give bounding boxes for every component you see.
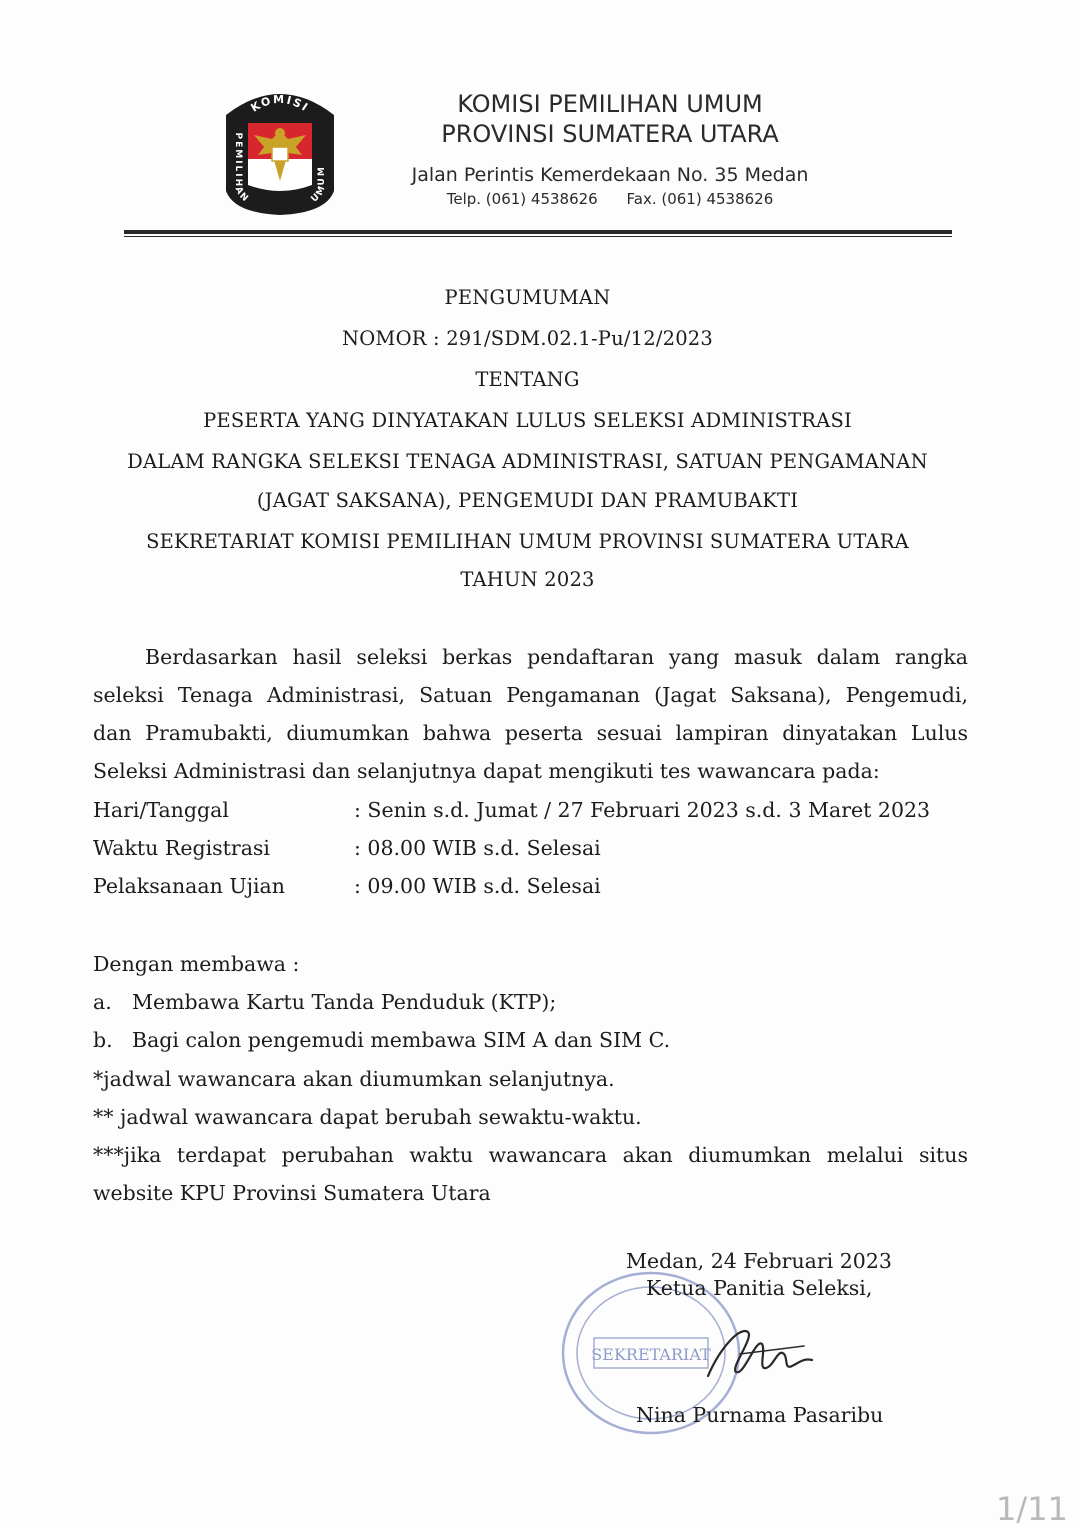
- intro-line: Berdasarkan hasil seleksi berkas pendaftaran yang masuk dalam rangka: [145, 645, 968, 669]
- intro-line: seleksi Tenaga Administrasi, Satuan Pengamanan (Jagat Saksana), Pengemudi,: [93, 683, 968, 707]
- announcement-title-line: TAHUN 2023: [460, 568, 595, 591]
- signatory-position: Ketua Panitia Seleksi,: [646, 1276, 873, 1300]
- note-line: ** jadwal wawancara dapat berubah sewaktu-waktu.: [93, 1105, 642, 1129]
- intro-line: Seleksi Administrasi dan selanjutnya dapat mengikuti tes wawancara pada:: [93, 759, 880, 783]
- svg-text:SEKRETARIAT: SEKRETARIAT: [591, 1345, 711, 1364]
- schedule-label: Waktu Registrasi: [93, 836, 270, 860]
- schedule-value: : 08.00 WIB s.d. Selesai: [354, 836, 601, 860]
- page-indicator: 1/11: [996, 1490, 1068, 1528]
- letterhead-rule-thin: [124, 236, 952, 237]
- intro-line: dan Pramubakti, diumumkan bahwa peserta sesuai lampiran dinyatakan Lulus: [93, 721, 968, 745]
- list-marker: a.: [93, 990, 112, 1014]
- signatory-name: Nina Purnama Pasaribu: [636, 1403, 884, 1427]
- announcement-type: PENGUMUMAN: [444, 286, 611, 309]
- announcement-about: TENTANG: [475, 368, 580, 391]
- svg-text:UMUM: UMUM: [309, 165, 329, 205]
- org-name: KOMISI PEMILIHAN UMUM: [457, 90, 763, 118]
- announcement-title-line: (JAGAT SAKSANA), PENGEMUDI DAN PRAMUBAKTI: [256, 489, 799, 512]
- note-line: website KPU Provinsi Sumatera Utara: [93, 1181, 491, 1205]
- schedule-label: Pelaksanaan Ujian: [93, 874, 285, 898]
- note-line: *jadwal wawancara akan diumumkan selanjutnya.: [93, 1067, 615, 1091]
- announcement-number: NOMOR : 291/SDM.02.1-Pu/12/2023: [341, 327, 714, 350]
- list-item: Bagi calon pengemudi membawa SIM A dan SIM C.: [132, 1028, 671, 1052]
- kpu-logo: [222, 85, 338, 215]
- svg-text:PEMILIHAN: PEMILIHAN: [232, 132, 252, 206]
- svg-text:KOMISI: KOMISI: [248, 92, 312, 115]
- announcement-title-line: DALAM RANGKA SELEKSI TENAGA ADMINISTRASI, SATUAN PENGAMANAN: [127, 450, 928, 473]
- bring-heading: Dengan membawa :: [93, 952, 300, 976]
- org-contact: [380, 190, 840, 208]
- letterhead-rule-thick: [124, 230, 952, 234]
- announcement-title-line: PESERTA YANG DINYATAKAN LULUS SELEKSI ADMINISTRASI: [203, 409, 852, 432]
- handwritten-signature: [700, 1318, 820, 1388]
- note-line: ***jika terdapat perubahan waktu wawancara akan diumumkan melalui situs: [93, 1143, 968, 1167]
- org-address: Jalan Perintis Kemerdekaan No. 35 Medan: [411, 164, 809, 186]
- list-item: Membawa Kartu Tanda Penduduk (KTP);: [132, 990, 557, 1014]
- schedule-value: : 09.00 WIB s.d. Selesai: [354, 874, 601, 898]
- list-marker: b.: [93, 1028, 113, 1052]
- schedule-label: Hari/Tanggal: [93, 798, 229, 822]
- announcement-title-line: SEKRETARIAT KOMISI PEMILIHAN UMUM PROVINSI SUMATERA UTARA: [146, 530, 909, 553]
- schedule-value: : Senin s.d. Jumat / 27 Februari 2023 s.d. 3 Maret 2023: [354, 798, 931, 822]
- place-date: Medan, 24 Februari 2023: [626, 1249, 892, 1273]
- org-phone: Telp. (061) 4538626: [446, 190, 598, 208]
- org-region: PROVINSI SUMATERA UTARA: [441, 120, 779, 148]
- org-fax: Fax. (061) 4538626: [626, 190, 774, 208]
